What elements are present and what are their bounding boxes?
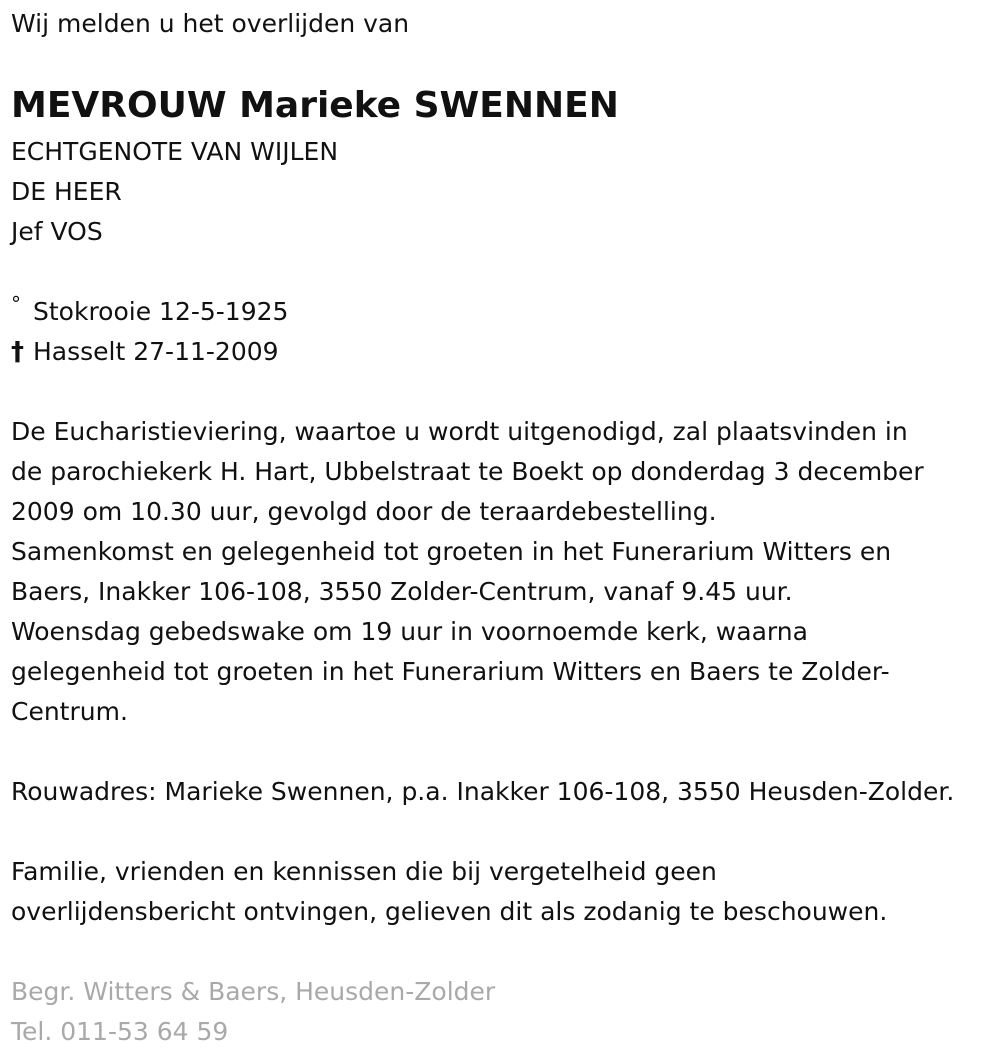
ceremony-line: Centrum.: [11, 697, 128, 726]
deceased-name: MEVROUW Marieke SWENNEN: [11, 85, 619, 126]
ceremony-line: Samenkomst en gelegenheid tot groeten in het Funerarium Witters en: [11, 537, 892, 566]
funeral-home-footer: [11, 972, 996, 1052]
death-date: Hasselt 27-11-2009: [33, 337, 279, 366]
ceremony-line: de parochiekerk H. Hart, Ubbelstraat te Boekt op donderdag 3 december: [11, 457, 924, 486]
birth-date: Stokrooie 12-5-1925: [33, 297, 289, 326]
spouse-info: [11, 132, 996, 252]
ceremony-line: De Eucharistieviering, waartoe u wordt uitgenodigd, zal plaatsvinden in: [11, 417, 908, 446]
ceremony-line: Baers, Inakker 106-108, 3550 Zolder-Centrum, vanaf 9.45 uur.: [11, 577, 793, 606]
death-notice: [11, 0, 996, 1052]
intro-text: Wij melden u het overlijden van: [11, 9, 410, 38]
spouse-line-2: DE HEER: [11, 177, 122, 206]
ceremony-line: Woensdag gebedswake om 19 uur in voornoemde kerk, waarna: [11, 617, 808, 646]
ceremony-info: [11, 412, 996, 732]
ceremony-line: gelegenheid tot groeten in het Funerarium Witters en Baers te Zolder-: [11, 657, 890, 686]
funeral-home-phone: Tel. 011-53 64 59: [11, 1017, 229, 1046]
spouse-line-3: Jef VOS: [11, 217, 103, 246]
closing-line: overlijdensbericht ontvingen, gelieven dit als zodanig te beschouwen.: [11, 897, 888, 926]
mourning-address: Rouwadres: Marieke Swennen, p.a. Inakker 106-108, 3550 Heusden-Zolder.: [11, 777, 955, 806]
birth-date-line: [11, 292, 996, 332]
ceremony-line: 2009 om 10.30 uur, gevolgd door de teraardebestelling.: [11, 497, 717, 526]
death-cross-icon: †: [11, 337, 24, 367]
funeral-home-name: Begr. Witters & Baers, Heusden-Zolder: [11, 977, 496, 1006]
closing-line: Familie, vrienden en kennissen die bij vergetelheid geen: [11, 857, 717, 886]
life-dates: [11, 292, 996, 372]
closing-note: [11, 852, 996, 932]
birth-degree-icon: °: [11, 292, 21, 316]
spouse-line-1: ECHTGENOTE VAN WIJLEN: [11, 137, 339, 166]
death-date-line: [11, 332, 996, 372]
